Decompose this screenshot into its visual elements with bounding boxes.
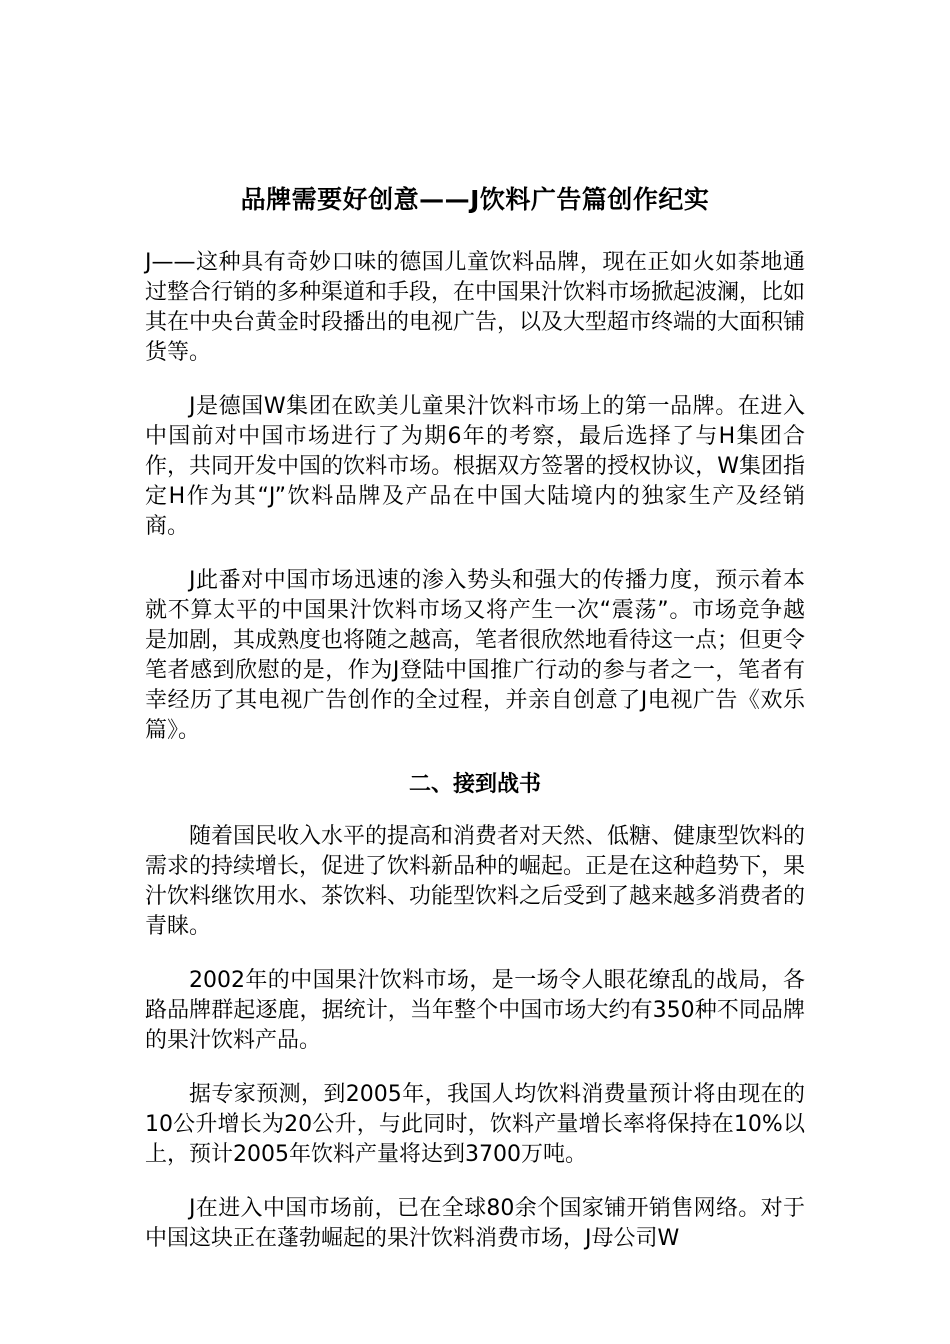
paragraph-section-1: 随着国民收入水平的提高和消费者对天然、低糖、健康型饮料的需求的持续增长，促进了饮料新品种的崛起。正是在这种趋势下，果汁饮料继饮用水、茶饮料、功能型饮料之后受到了越来越多消费者的青睐。 xyxy=(145,824,806,939)
paragraph-section-3: 据专家预测，到2005年，我国人均饮料消费量预计将由现在的10公升增长为20公升，与此同时，饮料产量增长率将保持在10%以上，预计2005年饮料产量将达到3700万吨。 xyxy=(145,1082,805,1167)
paragraph-intro-1: J——这种具有奇妙口味的德国儿童饮料品牌，现在正如火如荼地通过整合行销的多种渠道和手段，在中国果汁饮料市场掀起波澜，比如其在中央台黄金时段播出的电视广告，以及大型超市终端的大面积铺货等。 xyxy=(145,250,806,365)
section-heading: 二、接到战书 xyxy=(408,772,541,797)
paragraph-intro-3: J此番对中国市场迅速的渗入势头和强大的传播力度，预示着本就不算太平的中国果汁饮料市场又将产生一次“震荡”。市场竞争越是加剧，其成熟度也将随之越高，笔者很欣然地看待这一点；但更令笔者感到欣慰的是，作为J登陆中国推广行动的参与者之一，笔者有幸经历了其电视广告创作的全过程，并亲自创意了J电视广告《欢乐篇》。 xyxy=(145,568,806,743)
document-page xyxy=(145,180,805,1278)
paragraph-section-4: J在进入中国市场前，已在全球80余个国家铺开销售网络。对于中国这块正在蓬勃崛起的果汁饮料消费市场，J母公司W xyxy=(145,1196,805,1251)
paragraph-section-2: 2002年的中国果汁饮料市场，是一场令人眼花缭乱的战局，各路品牌群起逐鹿，据统计，当年整个中国市场大约有350种不同品牌的果汁饮料产品。 xyxy=(145,968,805,1053)
paragraph-intro-2: J是德国W集团在欧美儿童果汁饮料市场上的第一品牌。在进入中国前对中国市场进行了为期6年的考察，最后选择了与H集团合作，共同开发中国的饮料市场。根据双方签署的授权协议，W集团指定H作为其“J”饮料品牌及产品在中国大陆境内的独家生产及经销商。 xyxy=(145,394,805,539)
document-title: 品牌需要好创意——J饮料广告篇创作纪实 xyxy=(240,185,710,214)
